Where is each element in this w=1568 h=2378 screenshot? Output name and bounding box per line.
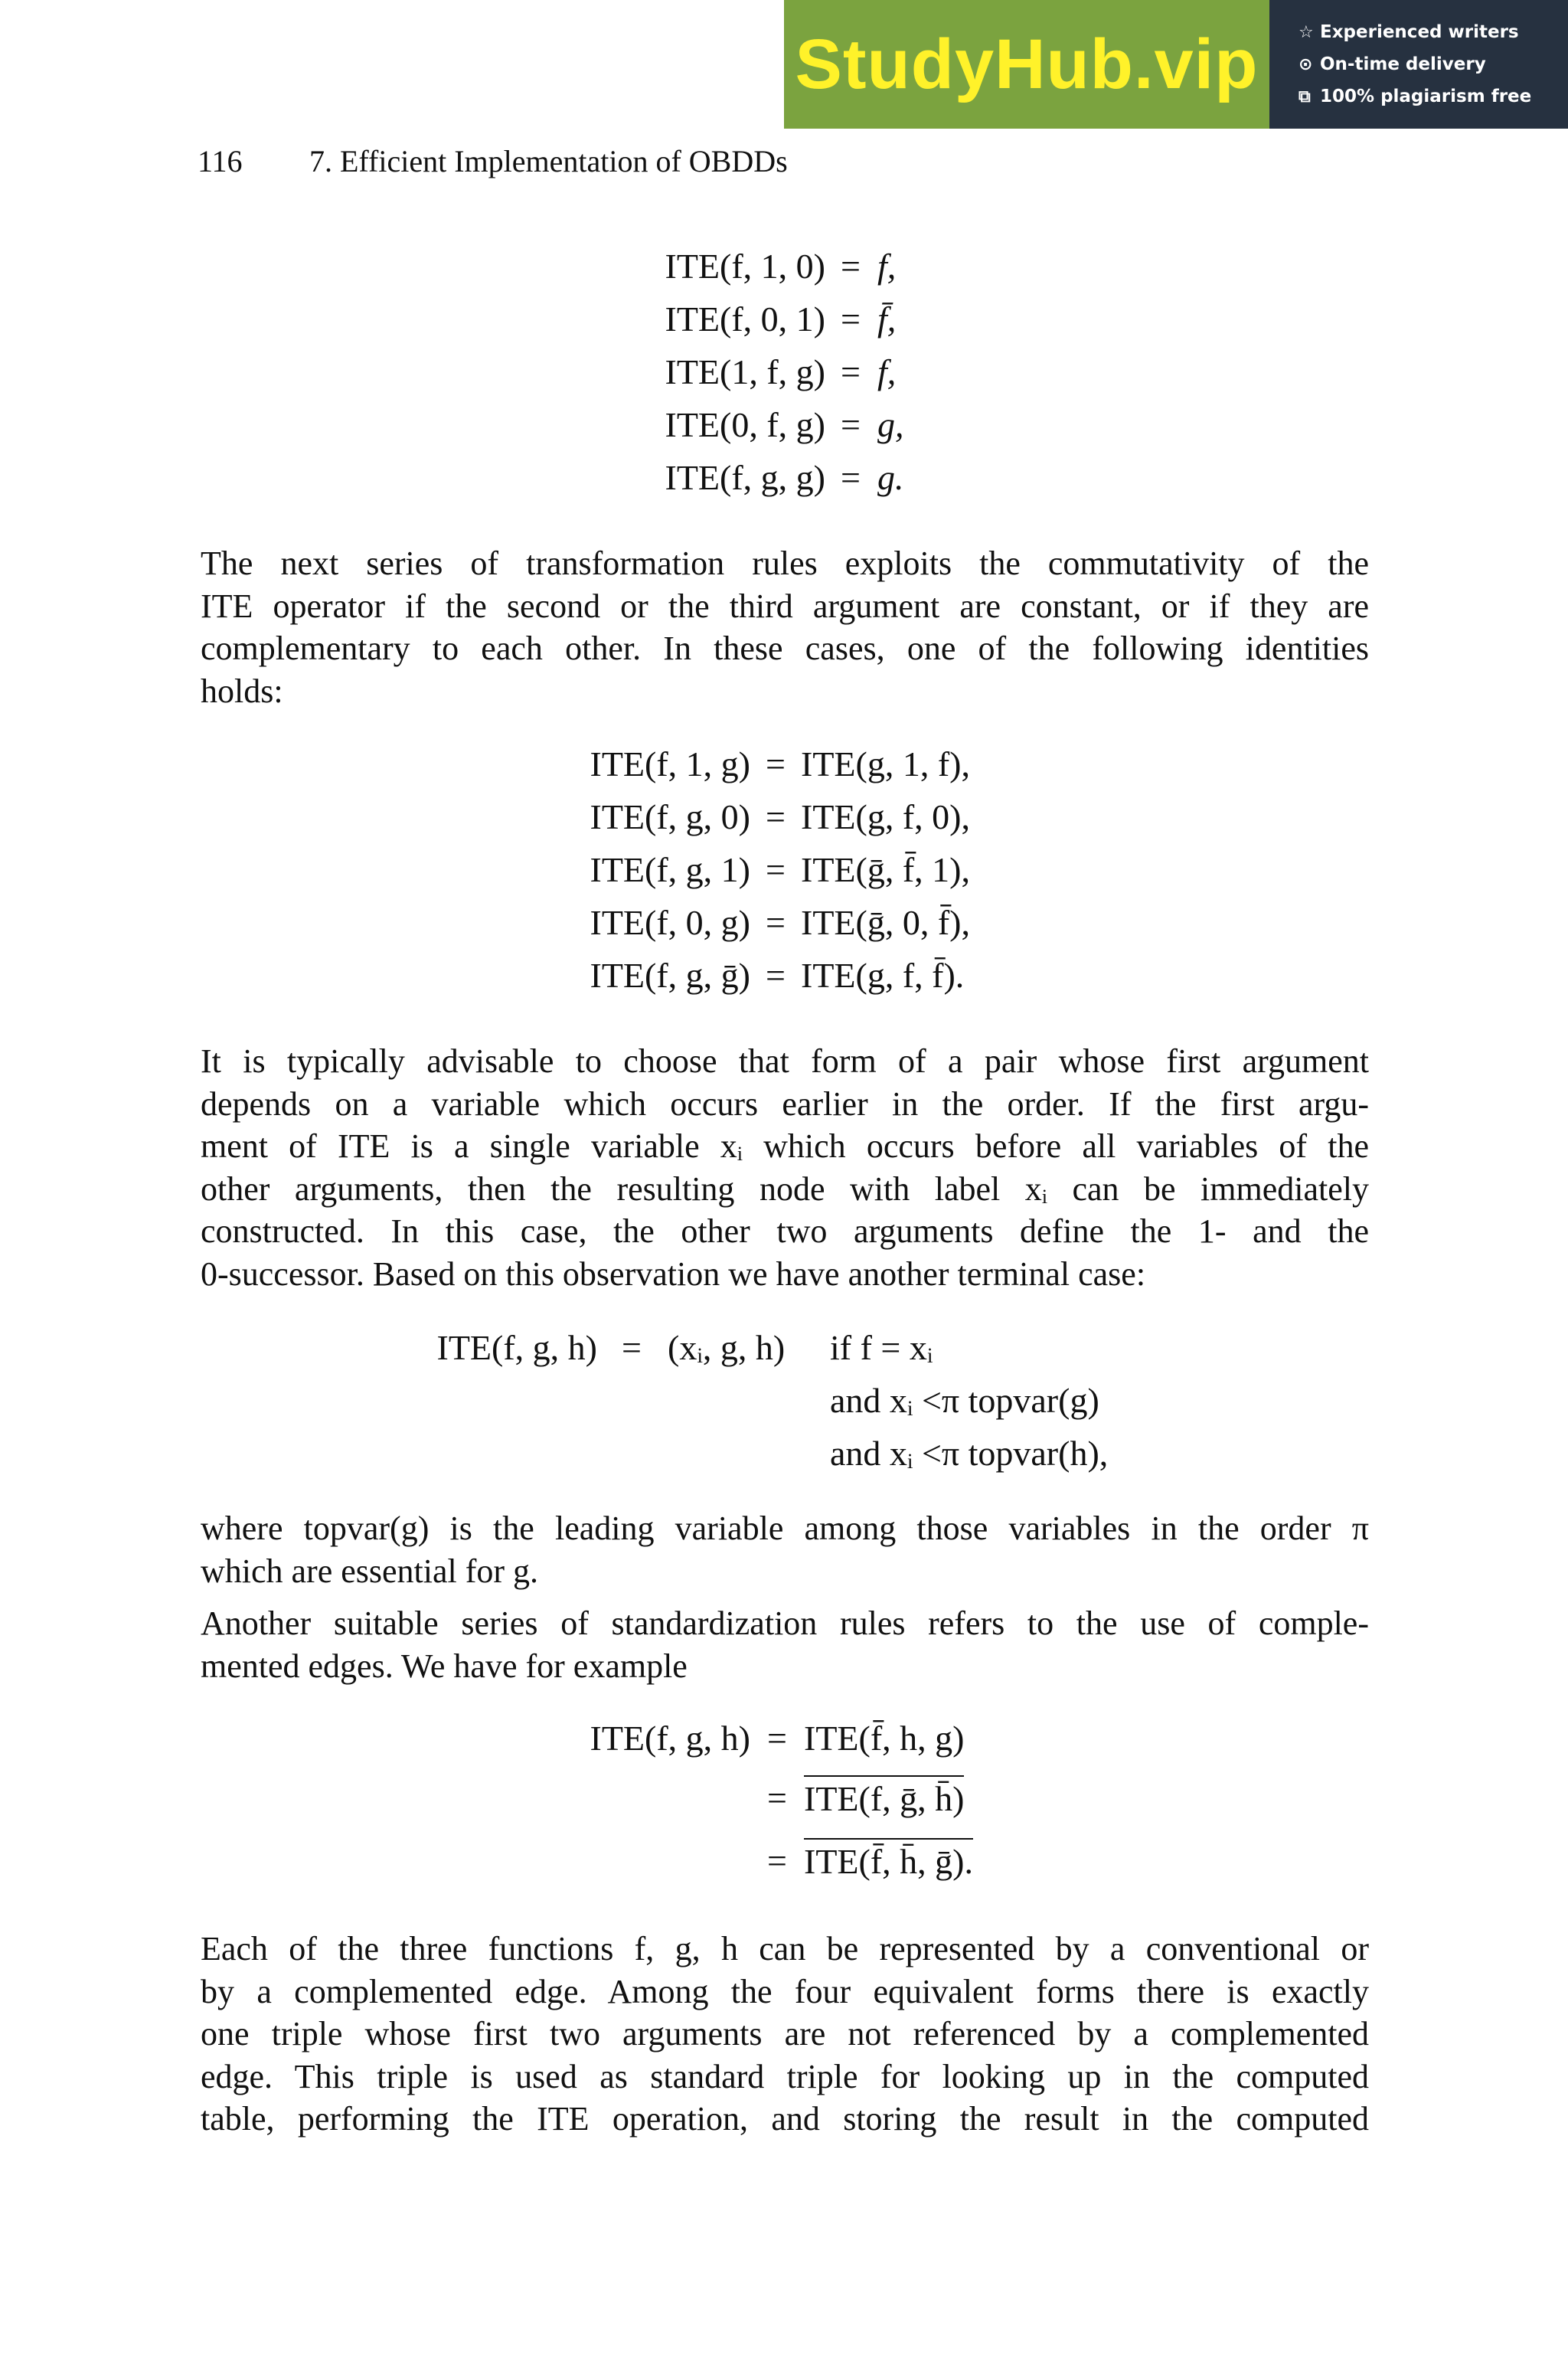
equals-sign: = xyxy=(767,1719,787,1758)
brand-panel[interactable] xyxy=(784,0,1269,129)
equation-lhs: ITE(f, g, 1) xyxy=(590,850,750,889)
text-line: Each of the three functions f, g, h can be represented by a conventional or xyxy=(201,1930,1369,1967)
equals-sign: = xyxy=(767,1841,787,1880)
equation-lhs: ITE(0, f, g) xyxy=(665,405,825,444)
feature-experienced-writers xyxy=(1298,16,1568,48)
equation-rhs: ITE(f̄, h, g) xyxy=(804,1719,965,1758)
star-icon: ☆ xyxy=(1298,22,1314,42)
feature-label: Experienced writers xyxy=(1320,22,1519,42)
feature-label: On-time delivery xyxy=(1320,54,1486,74)
text-line: It is typically advisable to choose that form of a pair whose first argument xyxy=(201,1042,1369,1080)
condition-line: and xᵢ <π topvar(g) xyxy=(830,1381,1099,1420)
condition-line: if f = xᵢ xyxy=(830,1328,933,1367)
equation-lhs: ITE(1, f, g) xyxy=(665,352,825,391)
equation-block-2 xyxy=(0,741,1568,1002)
text-line: mented edges. We have for example xyxy=(201,1647,688,1685)
equation-lhs: ITE(f, 1, 0) xyxy=(665,247,825,286)
clock-icon: ⊙ xyxy=(1298,54,1313,74)
equals-sign: = xyxy=(766,903,786,942)
text-line: by a complemented edge. Among the four equivalent forms there is exactly xyxy=(201,1972,1369,2010)
equation-block-3 xyxy=(0,1325,1568,1486)
copy-icon: ⧉ xyxy=(1298,87,1311,106)
feature-on-time-delivery xyxy=(1298,48,1568,80)
equals-sign: = xyxy=(767,1778,787,1817)
chapter-title: 7. Efficient Implementation of OBDDs xyxy=(309,144,788,178)
equation-rhs: g, xyxy=(877,405,904,444)
text-line: The next series of transformation rules exploits the commutativity of the xyxy=(201,545,1369,582)
equals-sign: = xyxy=(841,299,861,339)
equation-rhs: ITE(ḡ, 0, f̄), xyxy=(801,903,970,942)
complemented-ite: ITE(f, ḡ, h̄) xyxy=(804,1775,964,1821)
equation-rhs: ITE(g, f, 0), xyxy=(801,797,970,836)
complemented-ite: ITE(f̄, h̄, ḡ). xyxy=(804,1838,973,1884)
equation-rhs: ITE(ḡ, f̄, 1), xyxy=(801,850,970,889)
paragraph-5 xyxy=(201,1928,1369,2141)
equation-rhs: ITE(g, f, f̄). xyxy=(801,956,965,995)
text-line: constructed. In this case, the other two arguments define the 1- and the xyxy=(201,1212,1369,1250)
text-line: ITE operator if the second or the third argument are constant, or if they are xyxy=(201,587,1369,625)
equals-sign: = xyxy=(766,956,786,995)
equation-lhs: ITE(f, g, 0) xyxy=(590,797,750,836)
equation-block-4 xyxy=(0,1716,1568,1899)
equals-sign: = xyxy=(766,744,786,783)
text-line: which are essential for g. xyxy=(201,1552,539,1590)
condition-line: and xᵢ <π topvar(h), xyxy=(830,1434,1109,1473)
equation-lhs: ITE(f, 1, g) xyxy=(590,744,750,783)
text-line: one triple whose first two arguments are not referenced by a complemented xyxy=(201,2015,1369,2053)
paragraph-2 xyxy=(201,1040,1369,1295)
equation-rhs: f, xyxy=(877,247,897,286)
ad-banner[interactable] xyxy=(784,0,1568,129)
equals-sign: = xyxy=(841,458,861,497)
equals-sign: = xyxy=(841,247,861,286)
paragraph-3 xyxy=(201,1507,1369,1592)
equation-rhs: ITE(g, 1, f), xyxy=(801,744,970,783)
equation-rhs: f̄, xyxy=(877,299,897,339)
text-line: complementary to each other. In these cases, one of the following identities xyxy=(201,630,1369,667)
text-line: Another suitable series of standardization rules refers to the use of comple- xyxy=(201,1604,1369,1642)
running-head xyxy=(198,142,788,181)
brand-logo-text[interactable]: StudyHub.vip xyxy=(795,25,1259,103)
equals-sign: = xyxy=(622,1328,642,1367)
equation-rhs: g. xyxy=(877,458,904,497)
text-line: other arguments, then the resulting node with label xᵢ can be immediately xyxy=(201,1169,1369,1208)
text-line: depends on a variable which occurs earlier in the order. If the first argu- xyxy=(201,1084,1369,1123)
text-line: ment of ITE is a single variable xᵢ which occurs before all variables of the xyxy=(201,1127,1369,1165)
text-line: holds: xyxy=(201,672,283,710)
equals-sign: = xyxy=(766,797,786,836)
equation-mid: (xᵢ, g, h) xyxy=(668,1328,786,1367)
paragraph-1 xyxy=(201,542,1369,712)
page-number: 116 xyxy=(198,144,243,178)
paragraph-4 xyxy=(201,1602,1369,1687)
equation-lhs: ITE(f, g, h) xyxy=(590,1719,750,1758)
equation-lhs: ITE(f, g, g) xyxy=(665,458,825,497)
equation-lhs: ITE(f, g, ḡ) xyxy=(590,956,750,995)
text-line: edge. This triple is used as standard triple for looking up in the computed xyxy=(201,2057,1369,2095)
feature-label: 100% plagiarism free xyxy=(1320,87,1532,106)
equation-rhs: f, xyxy=(877,352,897,391)
text-line: 0-successor. Based on this observation we have another terminal case: xyxy=(201,1254,1146,1293)
feature-plagiarism-free xyxy=(1298,80,1568,113)
equals-sign: = xyxy=(841,352,861,391)
equation-lhs: ITE(f, 0, 1) xyxy=(665,299,825,339)
equation-block-1 xyxy=(0,244,1568,504)
text-line: table, performing the ITE operation, and storing the result in the computed xyxy=(201,2100,1369,2138)
text-line: where topvar(g) is the leading variable among those variables in the order π xyxy=(201,1510,1369,1547)
equals-sign: = xyxy=(766,850,786,889)
equation-lhs: ITE(f, g, h) xyxy=(436,1328,597,1367)
feature-list xyxy=(1269,0,1568,129)
equals-sign: = xyxy=(841,405,861,444)
equation-lhs: ITE(f, 0, g) xyxy=(590,903,750,942)
